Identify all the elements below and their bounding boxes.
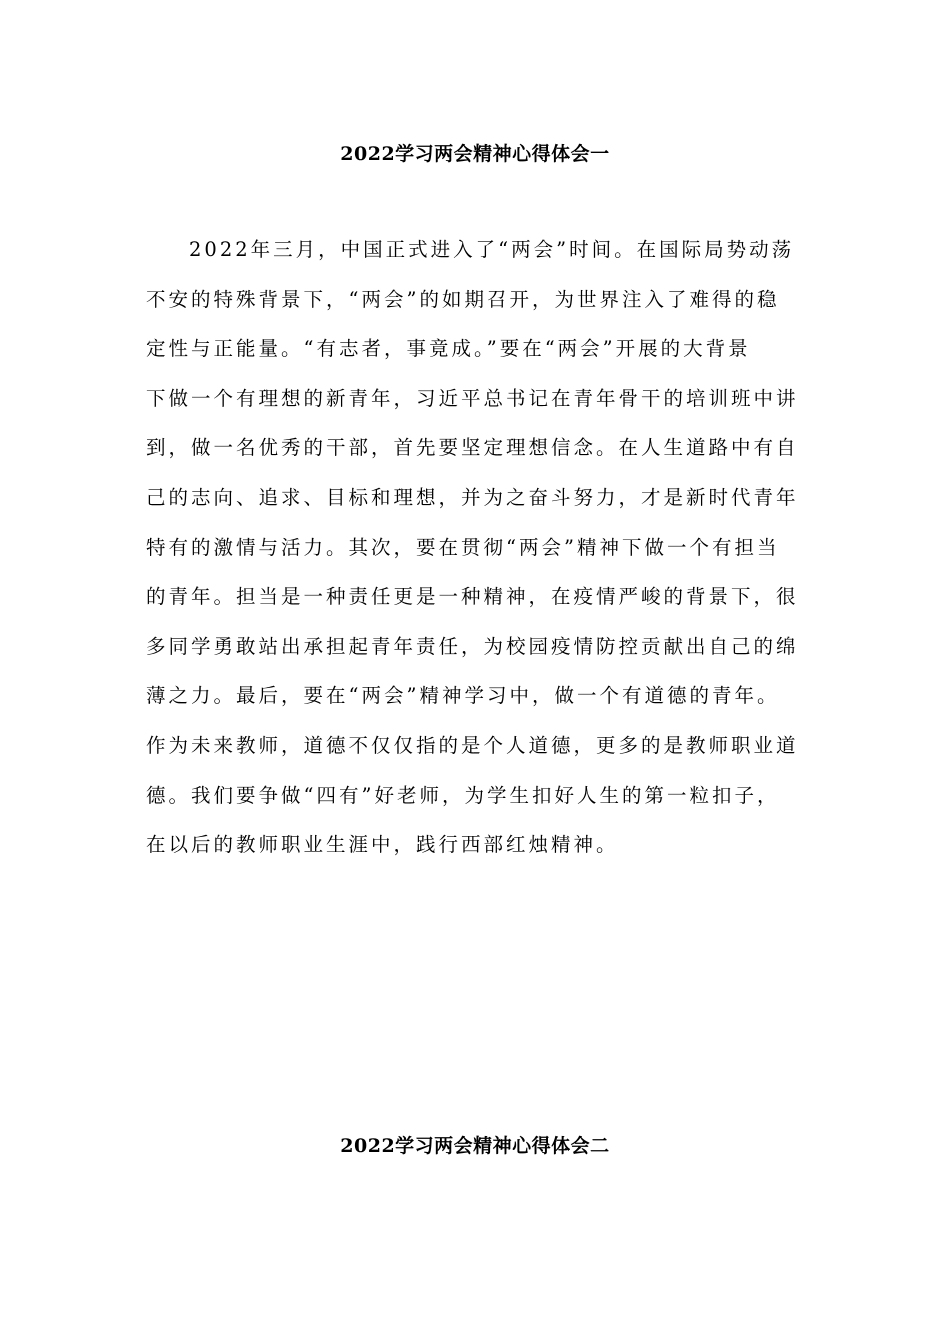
- body-line: 到，做一名优秀的干部，首先要坚定理想信念。在人生道路中有自: [146, 436, 799, 460]
- body-line: 定性与正能量。“有志者，事竟成。”要在“两会”开展的大背景: [146, 337, 751, 361]
- body-line: 下做一个有理想的新青年，习近平总书记在青年骨干的培训班中讲: [146, 386, 799, 410]
- body-line: 特有的激情与活力。其次，要在贯彻“两会”精神下做一个有担当: [146, 535, 780, 559]
- section-1-title: 2022学习两会精神心得体会一: [340, 143, 610, 165]
- body-line: 不安的特殊背景下，“两会”的如期召开，为世界注入了难得的稳: [146, 287, 780, 311]
- body-line: 2022年三月，中国正式进入了“两会”时间。在国际局势动荡: [189, 238, 795, 261]
- body-line: 德。我们要争做“四有”好老师，为学生扣好人生的第一粒扣子，: [146, 783, 780, 807]
- body-line: 己的志向、追求、目标和理想，并为之奋斗努力，才是新时代青年: [146, 485, 799, 509]
- body-line: 的青年。担当是一种责任更是一种精神，在疫情严峻的背景下，很: [146, 585, 799, 609]
- body-line: 作为未来教师，道德不仅仅指的是个人道德，更多的是教师职业道: [146, 733, 799, 757]
- section-1-body: [146, 232, 806, 877]
- section-2-title: 2022学习两会精神心得体会二: [340, 1135, 610, 1157]
- body-line: 薄之力。最后，要在“两会”精神学习中，做一个有道德的青年。: [146, 684, 780, 708]
- body-line: 多同学勇敢站出承担起青年责任，为校园疫情防控贡献出自己的绵: [146, 634, 799, 658]
- body-line: 在以后的教师职业生涯中，践行西部红烛精神。: [146, 833, 619, 857]
